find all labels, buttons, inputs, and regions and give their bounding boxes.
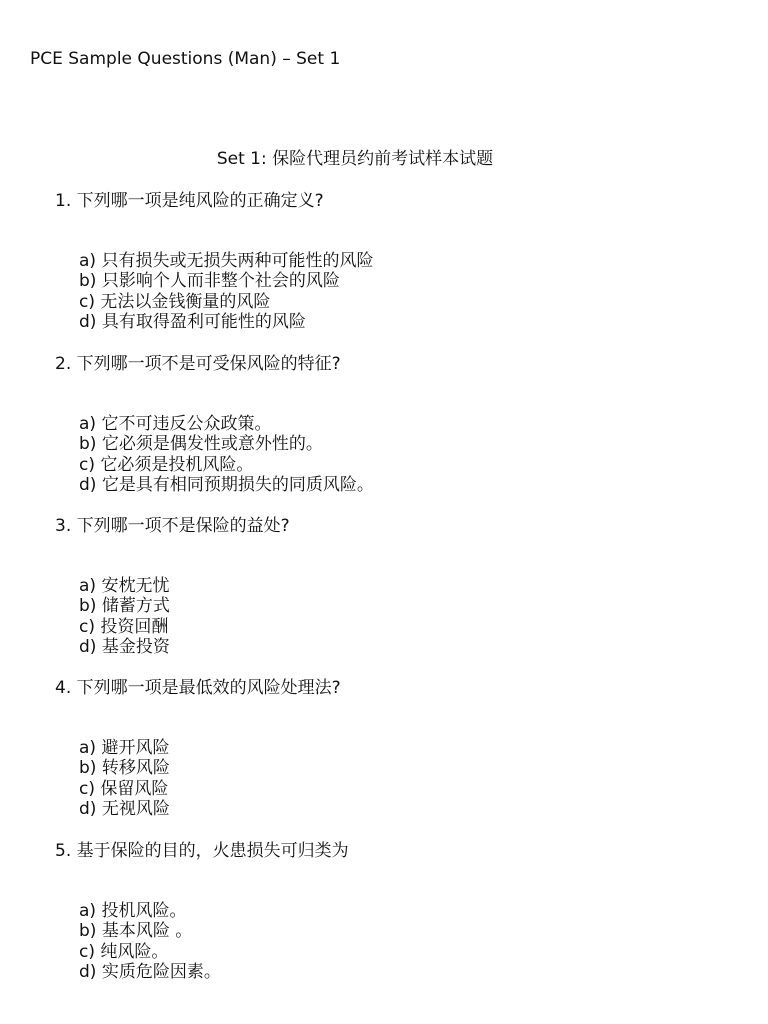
option-c: c) 投资回酬 <box>79 616 169 637</box>
option-list <box>79 738 170 819</box>
question-5 <box>55 839 745 982</box>
option-list <box>79 901 221 982</box>
option-b: b) 转移风险 <box>79 758 170 779</box>
option-d: d) 基金投资 <box>79 636 170 657</box>
option-a: a) 安枕无忧 <box>79 576 170 596</box>
option-d: d) 无视风险 <box>79 798 170 819</box>
option-a: a) 只有损失或无损失两种可能性的风险 <box>79 251 374 271</box>
question-4 <box>55 676 745 819</box>
option-list <box>79 576 170 657</box>
option-c: c) 保留风险 <box>79 778 169 799</box>
option-b: b) 基本风险 。 <box>79 921 193 942</box>
question-text: 2. 下列哪一项不是可受保风险的特征? <box>55 354 341 374</box>
set-title: Set 1: 保险代理员约前考试样本试题 <box>216 149 494 169</box>
option-d: d) 具有取得盈利可能性的风险 <box>79 311 306 332</box>
option-b: b) 只影响个人而非整个社会的风险 <box>79 271 340 292</box>
option-c: c) 它必须是投机风险。 <box>79 454 254 475</box>
question-text: 3. 下列哪一项不是保险的益处? <box>55 516 290 536</box>
option-d: d) 实质危险因素。 <box>79 961 221 982</box>
question-3 <box>55 514 745 657</box>
page-header: PCE Sample Questions (Man) – Set 1 <box>30 49 341 69</box>
question-text: 4. 下列哪一项是最低效的风险处理法? <box>55 678 341 698</box>
question-1 <box>55 189 745 332</box>
question-text: 5. 基于保险的目的，火患损失可归类为 <box>55 841 349 861</box>
option-b: b) 储蓄方式 <box>79 596 170 617</box>
option-list <box>79 251 373 332</box>
option-d: d) 它是具有相同预期损失的同质风险。 <box>79 474 374 495</box>
option-c: c) 纯风险。 <box>79 941 169 962</box>
question-2 <box>55 352 745 495</box>
option-c: c) 无法以金钱衡量的风险 <box>79 291 271 312</box>
option-a: a) 投机风险。 <box>79 901 187 921</box>
option-a: a) 避开风险 <box>79 738 170 758</box>
option-list <box>79 414 374 495</box>
question-text: 1. 下列哪一项是纯风险的正确定义? <box>55 191 324 211</box>
option-b: b) 它必须是偶发性或意外性的。 <box>79 434 323 455</box>
option-a: a) 它不可违反公众政策。 <box>79 414 272 434</box>
